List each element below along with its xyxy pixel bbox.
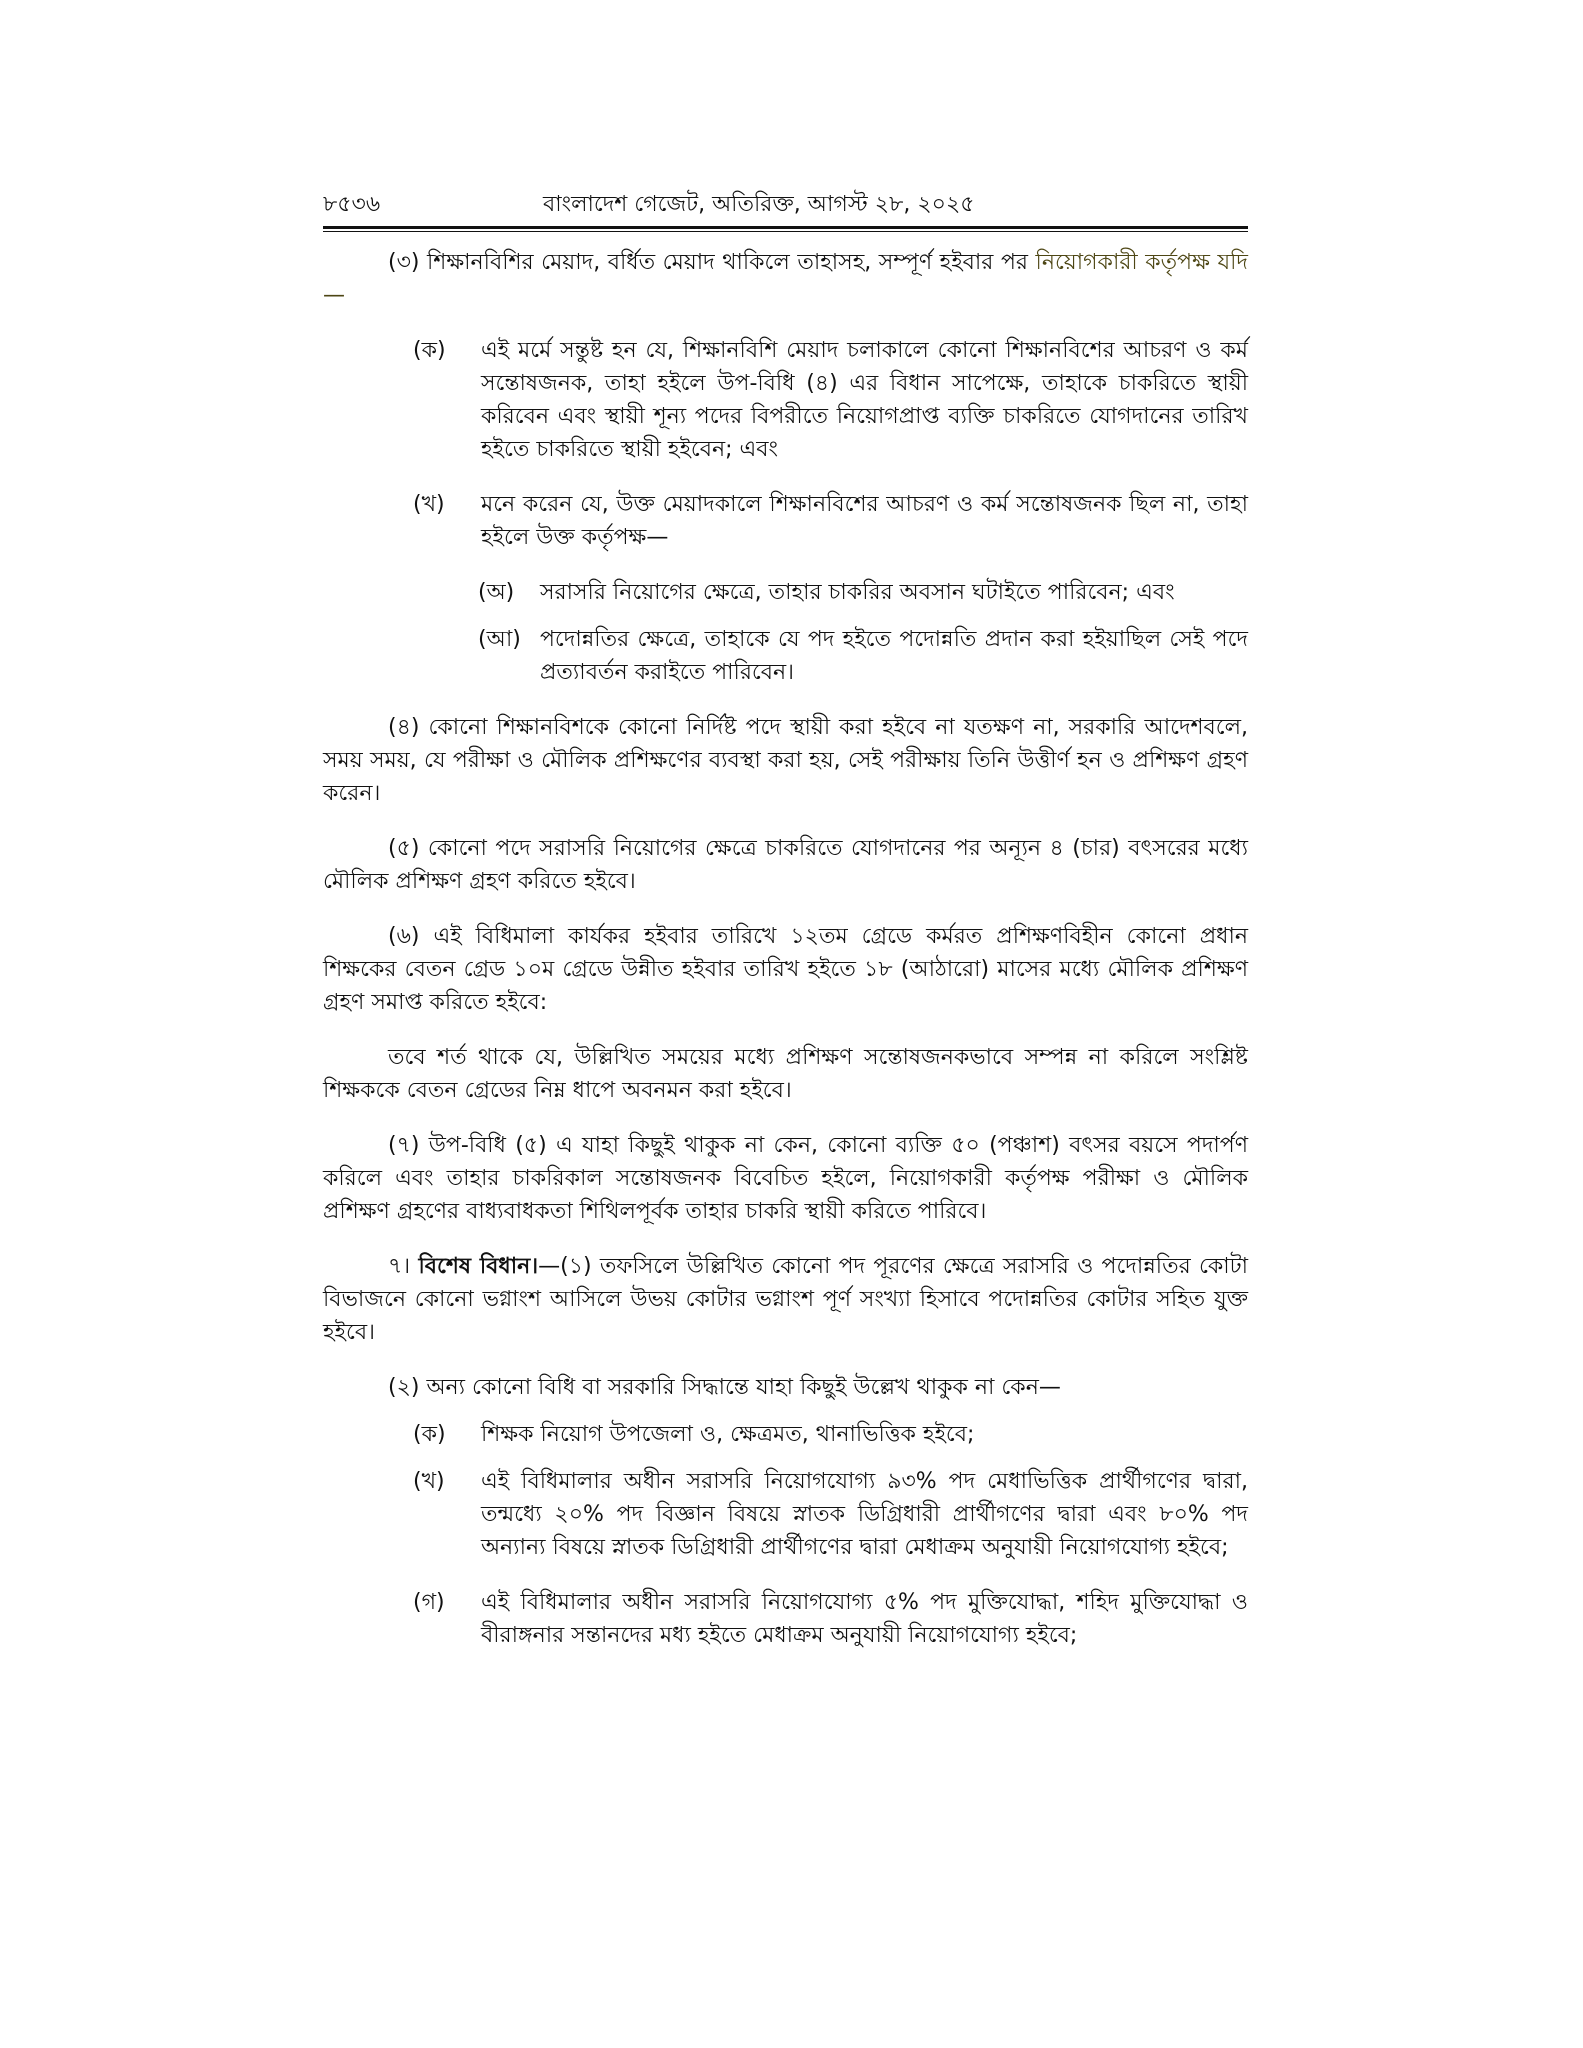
rule-7-clause-ga [323,1586,1248,1652]
clause-text: এই বিধিমালার অধীন সরাসরি নিয়োগযোগ্য ৯৩% পদ মেধাভিত্তিক প্রার্থীগণের দ্বারা, তন্মধ্যে ২০% পদ বিজ্ঞান বিষয়ে স্নাতক ডিগ্রিধারী প্রার্থীগণের দ্বারা এবং ৮০% পদ অন্যান্য বিষয়ে স্নাতক ডিগ্রিধারী প্রার্থীগণের দ্বারা মেধাক্রম অনুযায়ী নিয়োগযোগ্য হইবে; [481,1469,1248,1560]
sub-rule-3-text: (৩) শিক্ষানবিশির মেয়াদ, বর্ধিত মেয়াদ থাকিলে তাহাসহ, সম্পূর্ণ হইবার পর [388,250,1036,275]
page-number: ৮৫৩৬ [323,192,381,217]
subclause-aa [323,623,1248,689]
clause-label: (খ) [413,1469,445,1494]
proviso: তবে শর্ত থাকে যে, উল্লিখিত সময়ের মধ্যে প্রশিক্ষণ সন্তোষজনকভাবে সম্পন্ন না করিলে সংশ্লিষ্ট শিক্ষককে বেতন গ্রেডের নিম্ন ধাপে অবনমন করা হইবে। [323,1045,1248,1103]
rule-7-clause-ka [323,1418,1248,1451]
clause-label: (ক) [413,338,446,363]
sub-rule-4: (৪) কোনো শিক্ষানবিশকে কোনো নির্দিষ্ট পদে স্থায়ী করা হইবে না যতক্ষণ না, সরকারি আদেশবলে, সময় সময়, যে পরীক্ষা ও মৌলিক প্রশিক্ষণের ব্যবস্থা করা হয়, সেই পরীক্ষায় তিনি উত্তীর্ণ হন ও প্রশিক্ষণ গ্রহণ করেন। [323,715,1248,806]
gazette-title: বাংলাদেশ গেজেট, অতিরিক্ত, আগস্ট ২৮, ২০২৫ [543,192,975,217]
rule-text: —(১) তফসিলে উল্লিখিত কোনো পদ পূরণের ক্ষেত্রে সরাসরি ও পদোন্নতির কোটা বিভাজনে কোনো ভগ্নাংশ আসিলে উভয় কোটার ভগ্নাংশ পূর্ণ সংখ্যা হিসাবে পদোন্নতির কোটার সহিত যুক্ত হইবে। [323,1254,1249,1345]
page-header [323,188,1248,218]
rule-heading: বিশেষ বিধান। [418,1254,539,1279]
header-double-rule [323,226,1248,232]
rule-number: ৭। [388,1254,419,1279]
clause-label: (ক) [413,1422,446,1447]
clause-text: মনে করেন যে, উক্ত মেয়াদকালে শিক্ষানবিশের আচরণ ও কর্ম সন্তোষজনক ছিল না, তাহা হইলে উক্ত কর্তৃপক্ষ— [481,492,1248,550]
sub-rule-3 [323,246,1248,312]
clause-kha [323,488,1248,554]
subclause-a [323,576,1248,609]
clause-text: সরাসরি নিয়োগের ক্ষেত্রে, তাহার চাকরির অবসান ঘটাইতে পারিবেন; এবং [540,580,1175,605]
clause-label: (আ) [478,627,521,652]
clause-ka [323,334,1248,466]
sub-rule-6: (৬) এই বিধিমালা কার্যকর হইবার তারিখে ১২তম গ্রেডে কর্মরত প্রশিক্ষণবিহীন কোনো প্রধান শিক্ষকের বেতন গ্রেড ১০ম গ্রেডে উন্নীত হইবার তারিখ হইতে ১৮ (আঠারো) মাসের মধ্যে মৌলিক প্রশিক্ষণ গ্রহণ সমাপ্ত করিতে হইবে: [323,924,1248,1015]
clause-text: এই বিধিমালার অধীন সরাসরি নিয়োগযোগ্য ৫% পদ মুক্তিযোদ্ধা, শহিদ মুক্তিযোদ্ধা ও বীরাঙ্গনার সন্তানদের মধ্য হইতে মেধাক্রম অনুযায়ী নিয়োগযোগ্য হইবে; [481,1590,1248,1648]
sub-rule-5: (৫) কোনো পদে সরাসরি নিয়োগের ক্ষেত্রে চাকরিতে যোগদানের পর অন্যূন ৪ (চার) বৎসরের মধ্যে মৌলিক প্রশিক্ষণ গ্রহণ করিতে হইবে। [323,836,1248,894]
gazette-page [323,188,1248,1652]
clause-text: শিক্ষক নিয়োগ উপজেলা ও, ক্ষেত্রমত, থানাভিত্তিক হইবে; [481,1422,975,1447]
clause-text: এই মর্মে সন্তুষ্ট হন যে, শিক্ষানবিশি মেয়াদ চলাকালে কোনো শিক্ষানবিশের আচরণ ও কর্ম সন্তোষজনক, তাহা হইলে উপ-বিধি (৪) এর বিধান সাপেক্ষে, তাহাকে চাকরিতে স্থায়ী করিবেন এবং স্থায়ী শূন্য পদের বিপরীতে নিয়োগপ্রাপ্ত ব্যক্তি চাকরিতে যোগদানের তারিখ হইতে চাকরিতে স্থায়ী হইবেন; এবং [481,338,1248,462]
sub-rule-7: (৭) উপ-বিধি (৫) এ যাহা কিছুই থাকুক না কেন, কোনো ব্যক্তি ৫০ (পঞ্চাশ) বৎসর বয়সে পদার্পণ করিলে এবং তাহার চাকরিকাল সন্তোষজনক বিবেচিত হইলে, নিয়োগকারী কর্তৃপক্ষ পরীক্ষা ও মৌলিক প্রশিক্ষণ গ্রহণের বাধ্যবাধকতা শিথিলপূর্বক তাহার চাকরি স্থায়ী করিতে পারিবে। [323,1133,1248,1224]
clause-text: পদোন্নতির ক্ষেত্রে, তাহাকে যে পদ হইতে পদোন্নতি প্রদান করা হইয়াছিল সেই পদে প্রত্যাবর্তন করাইতে পারিবেন। [540,627,1248,685]
clause-label: (খ) [413,492,445,517]
clause-label: (গ) [413,1590,445,1615]
rule-7-sub-2: (২) অন্য কোনো বিধি বা সরকারি সিদ্ধান্তে যাহা কিছুই উল্লেখ থাকুক না কেন— [388,1375,1061,1400]
rule-7-clause-kha [323,1465,1248,1564]
sub-rule-3-highlight: নিয়োগকারী কর্তৃপক্ষ যদি— [323,250,1248,308]
clause-label: (অ) [478,580,515,605]
rule-7 [323,1250,1248,1349]
